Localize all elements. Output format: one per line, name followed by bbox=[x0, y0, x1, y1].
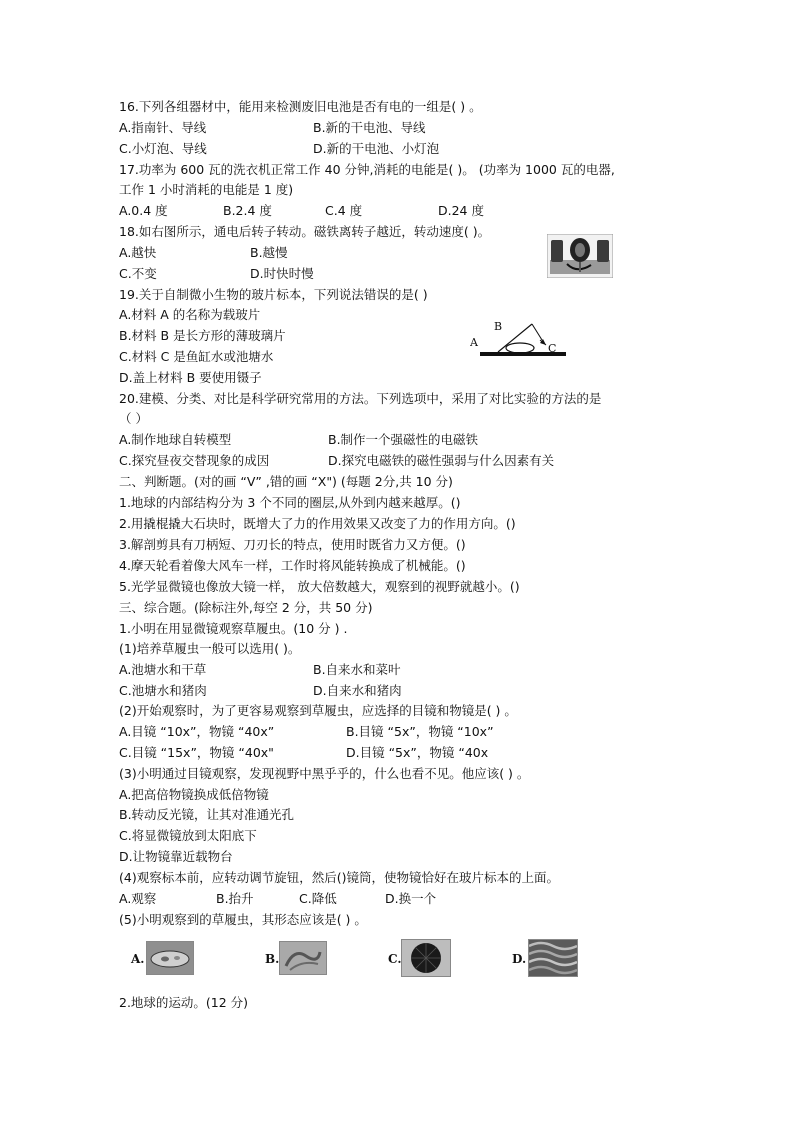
part2-item-2: 2.用撬棍撬大石块时，既增大了力的作用效果又改变了力的作用方向。() bbox=[119, 516, 516, 531]
q18-option-c: C.不变 bbox=[119, 266, 157, 281]
q20-option-a: A.制作地球自转模型 bbox=[119, 432, 232, 447]
part3-s5-stem: (5)小明观察到的草履虫，其形态应该是( ) 。 bbox=[119, 912, 367, 927]
part3-s4-option-a: A.观察 bbox=[119, 891, 157, 906]
q16-stem: 16.下列各组器材中，能用来检测废旧电池是否有电的一组是( ) 。 bbox=[119, 99, 482, 114]
part3-s2-option-a: A.目镜 “10x”，物镜 “40x” bbox=[119, 724, 275, 739]
slide-label-c: C bbox=[548, 342, 557, 355]
part3-s2-stem: (2)开始观察时，为了更容易观察到草履虫，应选择的目镜和物镜是( ) 。 bbox=[119, 703, 517, 718]
part3-s4-option-c: C.降低 bbox=[299, 891, 337, 906]
specimen-image-b bbox=[279, 941, 327, 975]
part2-item-4: 4.摩天轮看着像大风车一样，工作时将风能转换成了机械能。() bbox=[119, 558, 466, 573]
q18-option-b: B.越慢 bbox=[250, 245, 288, 260]
q19-option-c: C.材料 C 是鱼缸水或池塘水 bbox=[119, 349, 274, 364]
q19-option-d: D.盖上材料 B 要使用镊子 bbox=[119, 370, 262, 385]
part3-s4-option-d: D.换一个 bbox=[385, 891, 437, 906]
part3-s1-option-a: A.池塘水和干草 bbox=[119, 662, 207, 677]
q17-option-c: C.4 度 bbox=[325, 203, 363, 218]
paramecium-image-a bbox=[146, 941, 194, 975]
q17-stem-note: 工作 1 小时消耗的电能是 1 度) bbox=[119, 182, 294, 197]
q20-option-b: B.制作一个强磁性的电磁铁 bbox=[328, 432, 479, 447]
q17-option-b: B.2.4 度 bbox=[223, 203, 272, 218]
q17-stem: 17.功率为 600 瓦的洗衣机正常工作 40 分钟,消耗的电能是( )。 (功率为 1000 瓦的电器, bbox=[119, 162, 615, 177]
q16-option-d: D.新的干电池、小灯泡 bbox=[313, 141, 440, 156]
q19-option-b: B.材料 B 是长方形的薄玻璃片 bbox=[119, 328, 286, 343]
part3-q1-stem: 1.小明在用显微镜观察草履虫。(10 分 ) . bbox=[119, 621, 348, 636]
s5-label-a: A. bbox=[131, 952, 145, 966]
part3-s3-option-b: B.转动反光镜，让其对准通光孔 bbox=[119, 807, 295, 822]
q16-option-b: B.新的干电池、导线 bbox=[313, 120, 426, 135]
part2-title: 二、判断题。(对的画 “V” ,错的画 “X") (每题 2分,共 10 分) bbox=[119, 474, 453, 489]
q19-stem: 19.关于自制微小生物的玻片标本，下列说法错误的是( ) bbox=[119, 287, 428, 302]
s5-label-d: D. bbox=[512, 952, 527, 966]
q18-option-d: D.时快时慢 bbox=[250, 266, 314, 281]
part3-s2-option-b: B.目镜 “5x”，物镜 “10x” bbox=[346, 724, 494, 739]
slide-label-b: B bbox=[494, 320, 503, 333]
q20-option-c: C.探究昼夜交替现象的成因 bbox=[119, 453, 270, 468]
part2-item-3: 3.解剖剪具有刀柄短、刀刃长的特点，使用时既省力又方便。() bbox=[119, 537, 466, 552]
part3-s3-option-a: A.把高倍物镜换成低倍物镜 bbox=[119, 787, 269, 802]
q20-option-d: D.探究电磁铁的磁性强弱与什么因素有关 bbox=[328, 453, 555, 468]
part3-s2-option-d: D.目镜 “5x”，物镜 “40x bbox=[346, 745, 489, 760]
specimen-image-c bbox=[401, 939, 451, 977]
q17-option-d: D.24 度 bbox=[438, 203, 484, 218]
q17-option-a: A.0.4 度 bbox=[119, 203, 168, 218]
s5-label-b: B. bbox=[265, 952, 280, 966]
part3-s1-option-c: C.池塘水和猪肉 bbox=[119, 683, 207, 698]
part2-item-5: 5.光学显微镜也像放大镜一样， 放大倍数越大，观察到的视野就越小。() bbox=[119, 579, 520, 594]
specimen-image-d bbox=[528, 939, 578, 977]
q20-answer-blank: （ ） bbox=[119, 411, 148, 426]
part3-s1-option-d: D.自来水和猪肉 bbox=[313, 683, 402, 698]
slide-specimen-figure bbox=[470, 312, 570, 362]
part3-title: 三、综合题。(除标注外,每空 2 分，共 50 分) bbox=[119, 600, 373, 615]
part3-s2-option-c: C.目镜 “15x”，物镜 “40x" bbox=[119, 745, 274, 760]
q20-stem: 20.建模、分类、对比是科学研究常用的方法。下列选项中，采用了对比实验的方法的是 bbox=[119, 391, 602, 406]
part3-s4-option-b: B.抬升 bbox=[216, 891, 254, 906]
part3-s1-option-b: B.自来水和菜叶 bbox=[313, 662, 401, 677]
slide-label-a: A bbox=[470, 336, 478, 349]
q19-option-a: A.材料 A 的名称为载玻片 bbox=[119, 307, 261, 322]
part3-s3-option-d: D.让物镜靠近载物台 bbox=[119, 849, 233, 864]
motor-rotor-figure bbox=[547, 234, 613, 278]
q16-option-a: A.指南针、导线 bbox=[119, 120, 207, 135]
part3-s4-stem: (4)观察标本前，应转动调节旋钮，然后()镜筒，使物镜恰好在玻片标本的上面。 bbox=[119, 870, 559, 885]
part3-s3-stem: (3)小明通过目镜观察，发现视野中黑乎乎的，什么也看不见。他应该( ) 。 bbox=[119, 766, 530, 781]
q16-option-c: C.小灯泡、导线 bbox=[119, 141, 207, 156]
q18-stem: 18.如右图所示，通电后转子转动。磁铁离转子越近，转动速度( )。 bbox=[119, 224, 491, 239]
part3-s3-option-c: C.将显微镜放到太阳底下 bbox=[119, 828, 257, 843]
s5-label-c: C. bbox=[388, 952, 402, 966]
part2-item-1: 1.地球的内部结构分为 3 个不同的圈层,从外到内越来越厚。() bbox=[119, 495, 461, 510]
part3-q2-stem: 2.地球的运动。(12 分) bbox=[119, 995, 249, 1010]
q18-option-a: A.越快 bbox=[119, 245, 157, 260]
part3-s1-stem: (1)培养草履虫一般可以选用( )。 bbox=[119, 641, 301, 656]
